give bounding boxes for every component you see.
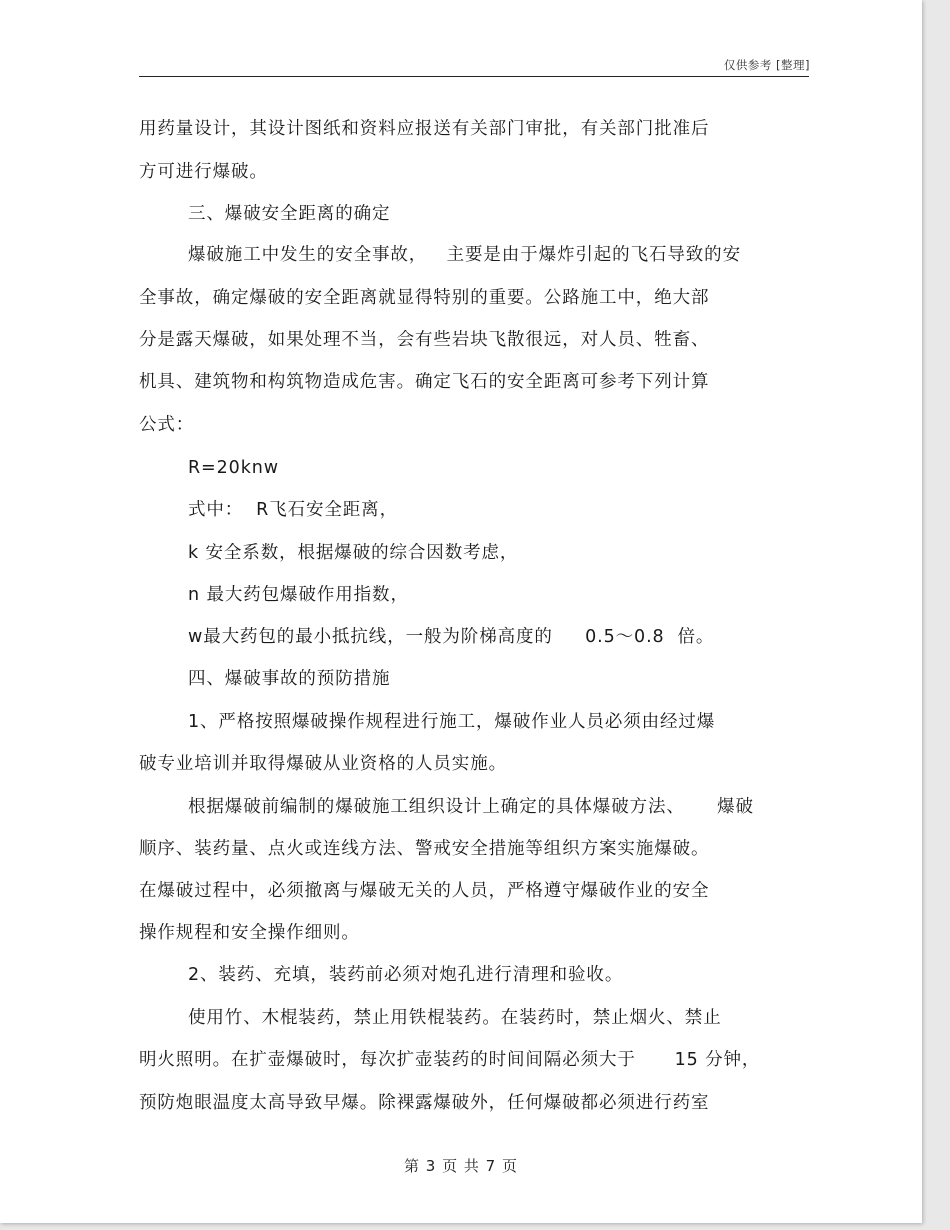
- body-line: 分是露天爆破，如果处理不当，会有些岩块飞散很远，对人员、牲畜、: [139, 330, 710, 350]
- body-line: 机具、建筑物和构筑物造成危害。确定飞石的安全距离可参考下列计算: [139, 372, 710, 392]
- body-line: 明火照明。在扩壶爆破时，每次扩壶装药的时间间隔必须大于 15 分钟，: [139, 1050, 761, 1070]
- header-note: 仅供参考 [整理]: [723, 58, 810, 72]
- section-heading: 三、爆破安全距离的确定: [188, 204, 391, 224]
- body-line: 在爆破过程中，必须撤离与爆破无关的人员，严格遵守爆破作业的安全: [139, 881, 710, 901]
- body-line: 用药量设计，其设计图纸和资料应报送有关部门审批，有关部门批准后: [139, 119, 710, 139]
- body-line: 根据爆破前编制的爆破施工组织设计上确定的具体爆破方法、 爆破: [188, 797, 754, 817]
- body-line: 爆破施工中发生的安全事故， 主要是由于爆炸引起的飞石导致的安: [188, 245, 741, 265]
- body-line: 全事故，确定爆破的安全距离就显得特别的重要。公路施工中，绝大部: [139, 288, 710, 308]
- body-line: 破专业培训并取得爆破从业资格的人员实施。: [139, 754, 507, 774]
- body-line: 式中： R飞石安全距离，: [188, 500, 398, 520]
- body-line: w最大药包的最小抵抗线，一般为阶梯高度的 0.5～0.8 倍。: [188, 627, 715, 647]
- body-line: 1、严格按照爆破操作规程进行施工，爆破作业人员必须由经过爆: [188, 712, 716, 732]
- page-number-footer: 第 3 页 共 7 页: [404, 1157, 518, 1175]
- body-line: 使用竹、木棍装药，禁止用铁棍装药。在装药时，禁止烟火、禁止: [188, 1008, 722, 1028]
- body-line: k 安全系数，根据爆破的综合因数考虑，: [188, 543, 519, 563]
- body-line: 预防炮眼温度太高导致早爆。除裸露爆破外，任何爆破都必须进行药室: [139, 1093, 710, 1113]
- body-line: 顺序、装药量、点火或连线方法、警戒安全措施等组织方案实施爆破。: [139, 839, 710, 859]
- header-divider: [139, 76, 809, 77]
- body-line: 方可进行爆破。: [139, 162, 268, 182]
- body-line: n 最大药包爆破作用指数，: [188, 585, 409, 605]
- body-line: 公式：: [139, 415, 195, 435]
- formula: R=20knw: [188, 458, 279, 478]
- body-line: 2、装药、充填，装药前必须对炮孔进行清理和验收。: [188, 965, 624, 985]
- body-line: 操作规程和安全操作细则。: [139, 923, 360, 943]
- section-heading: 四、爆破事故的预防措施: [188, 669, 391, 689]
